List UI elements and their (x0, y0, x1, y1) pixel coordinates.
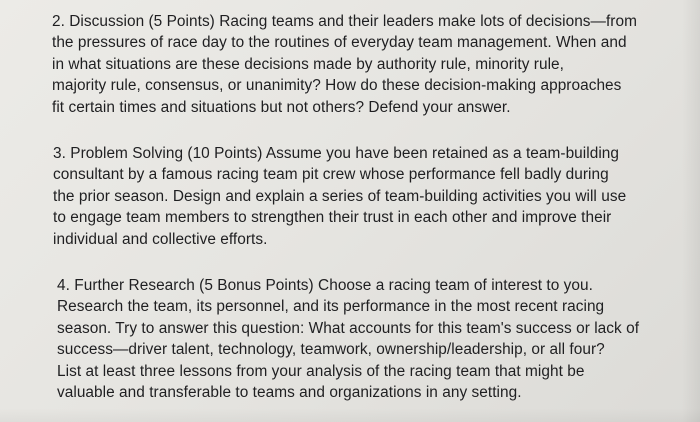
question-line: 4. Further Research (5 Bonus Points) Choose a racing team of interest to you. (57, 277, 593, 294)
question-line: the prior season. Design and explain a series of team-building activities you will use (53, 187, 627, 205)
question-line: in what situations are these decisions made by authority rule, minority rule, (52, 55, 564, 73)
question-3-problem-solving (53, 143, 626, 250)
page-edge-shadow (682, 0, 700, 422)
question-line: 2. Discussion (5 Points) Racing teams and their leaders make lots of decisions—from (52, 13, 637, 30)
question-line: the pressures of race day to the routines of everyday team management. When and (52, 34, 627, 52)
question-line: individual and collective efforts. (53, 230, 268, 248)
question-4-further-research (57, 275, 639, 403)
question-2-discussion (52, 11, 637, 118)
question-line: fit certain times and situations but not others? Defend your answer. (52, 98, 511, 116)
page-bottom-shadow (0, 408, 700, 422)
question-line: Research the team, its personnel, and its performance in the most recent racing (57, 298, 605, 316)
question-line: to engage team members to strengthen their trust in each other and improve their (53, 209, 612, 227)
question-line: majority rule, consensus, or unanimity? How do these decision-making approaches (52, 77, 622, 95)
question-line: valuable and transferable to teams and organizations in any setting. (57, 384, 522, 402)
question-line: consultant by a famous racing team pit crew whose performance fell badly during (53, 166, 609, 184)
question-line: List at least three lessons from your analysis of the racing team that might be (57, 362, 585, 380)
question-line: season. Try to answer this question: What accounts for this team's success or lack of (57, 319, 640, 337)
question-line: 3. Problem Solving (10 Points) Assume you have been retained as a team-building (53, 145, 620, 162)
question-line: success—driver talent, technology, teamwork, ownership/leadership, or all four? (57, 341, 605, 359)
